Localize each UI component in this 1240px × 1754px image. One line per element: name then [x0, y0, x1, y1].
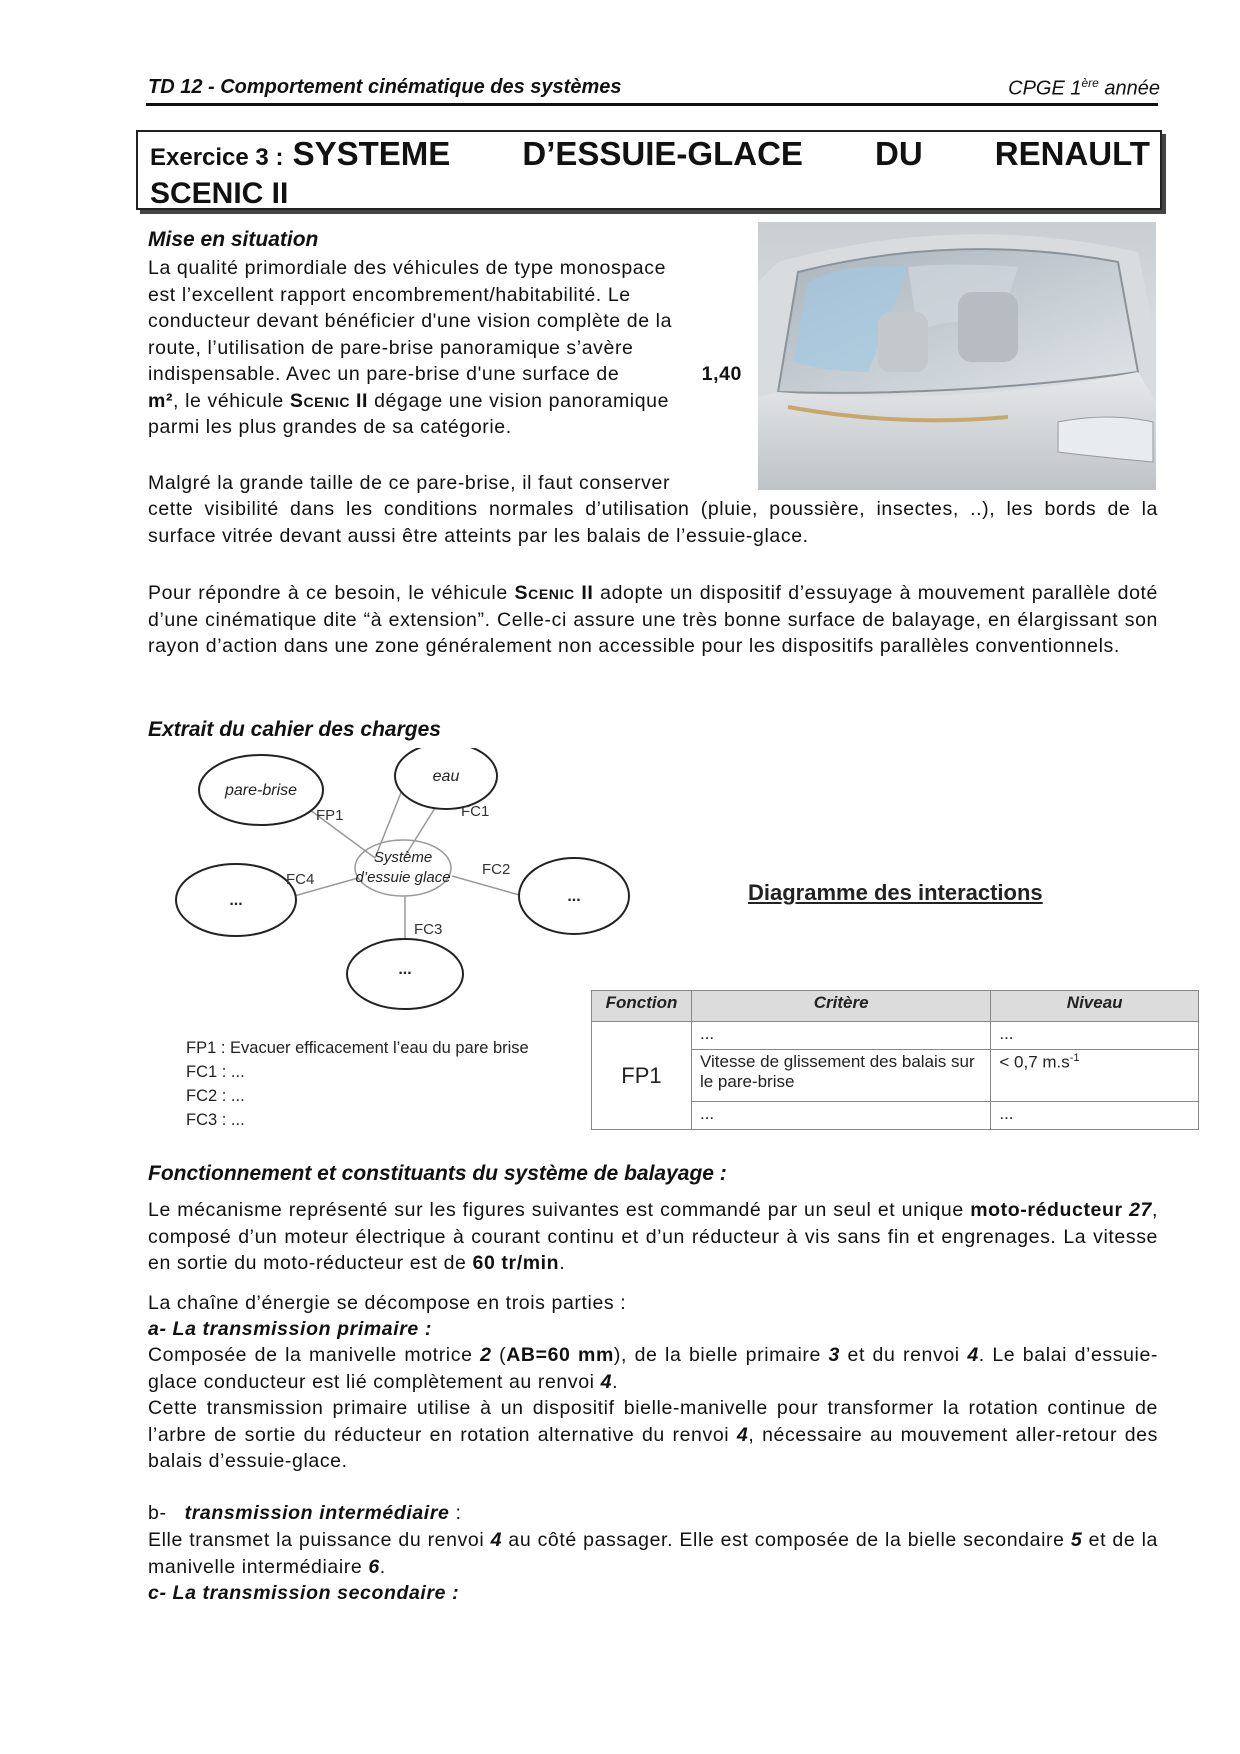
- link-fc3-label: FC3: [414, 921, 443, 938]
- mise-paragraph-2-rest: cette visibilité dans les conditions normales d’utilisation (pluie, poussière, insectes, ..), les bords de la surface vitrée devant aussi être atteints par les balais de l’essuie-glace.: [148, 498, 1158, 547]
- subsection-a-heading: a- La transmission primaire :: [148, 1318, 432, 1340]
- link-fc4-label: FC4: [286, 871, 315, 888]
- subsection-b-heading: b- transmission intermédiaire :: [148, 1502, 462, 1524]
- interaction-diagram: [170, 748, 630, 1018]
- mise-paragraph-2-first-line: Malgré la grande taille de ce pare-brise, il faut conserver: [148, 472, 671, 494]
- fonct-paragraph-1: Le mécanisme représenté sur les figures suivantes est commandé par un seul et unique moto-réducteur 27, composé d’un moteur électrique à courant continu et d’un réducteur à vis sans fin et engrenages. La vitesse en sortie du moto-réducteur est de 60 tr/min.: [148, 1199, 1158, 1274]
- table-cell-critere: Vitesse de glissement des balais sur le pare-brise: [691, 1050, 990, 1102]
- diagram-title: Diagramme des interactions: [748, 880, 1043, 905]
- section-heading-mise: Mise en situation: [148, 228, 319, 251]
- title-word-3: DU: [875, 135, 923, 172]
- subsection-a-paragraph-2: Cette transmission primaire utilise à un dispositif bielle-manivelle pour transformer la rotation continue de l’arbre de sortie du réducteur en rotation alternative du renvoi 4, nécessaire au mouvement aller-retour des balais d’essuie-glace.: [148, 1397, 1158, 1472]
- col-header-fonction: Fonction: [592, 991, 692, 1022]
- function-legend: [186, 1036, 529, 1132]
- link-fp1-label: FP1: [316, 807, 344, 824]
- col-header-critere: Critère: [691, 991, 990, 1022]
- title-word-2: D’ESSUIE-GLACE: [522, 135, 803, 172]
- section-heading-fonctionnement: Fonctionnement et constituants du système de balayage :: [148, 1162, 727, 1185]
- criteria-table-wrapper: [591, 990, 1199, 1130]
- mise-paragraph-3: Pour répondre à ce besoin, le véhicule Scenic II adopte un dispositif d’essuyage à mouvement parallèle doté d’une cinématique dite “à extension”. Celle-ci assure une très bonne surface de balayage, en élargissant son rayon d’action dans une zone généralement non accessible pour les dispositifs parallèles conventionnels.: [148, 582, 1158, 657]
- node-eau-label: eau: [432, 768, 460, 785]
- table-cell-niveau: < 0,7 $m.s^{-1}$: [991, 1050, 1199, 1102]
- node-left-label: ...: [229, 892, 243, 909]
- header-title: TD 12 - Comportement cinématique des systèmes: [148, 76, 622, 98]
- link-fc2-label: FC2: [482, 861, 511, 878]
- exercise-title-box: [136, 130, 1162, 210]
- section-heading-cahier: Extrait du cahier des charges: [148, 718, 441, 741]
- subsection-a-paragraph-1: Composée de la manivelle motrice 2 (AB=60 mm), de la bielle primaire 3 et du renvoi 4. Le balai d’essuie-glace conducteur est lié complètement au renvoi 4.: [148, 1344, 1159, 1393]
- fonct-chain-intro: La chaîne d’énergie se décompose en trois parties :: [148, 1292, 627, 1314]
- legend-fc3: FC3 : ...: [186, 1111, 245, 1129]
- legend-fp1: FP1 : Evacuer efficacement l’eau du pare brise: [186, 1039, 529, 1057]
- legend-fc2: FC2 : ...: [186, 1087, 245, 1105]
- node-pare-brise-label: pare-brise: [224, 782, 298, 799]
- mise-paragraph-1: La qualité primordiale des véhicules de type monospace est l’excellent rapport encombrement/habitabilité. Le conducteur devant bénéficier d'une vision complète de la route, l’utilisation de pare-brise panoramique s’avère indispensable. Avec un pare-brise d'une surface de 1,40 m², le véhicule Scenic II dégage une vision panoramique parmi les plus grandes de sa catégorie.: [148, 257, 742, 438]
- node-right-label: ...: [567, 888, 581, 905]
- windshield-car-image: [758, 222, 1156, 490]
- node-bottom-label: ...: [398, 961, 412, 978]
- node-systeme-label-1: Système: [373, 849, 433, 866]
- node-systeme-label-2: d’essuie glace: [355, 869, 451, 886]
- subsection-c-heading: c- La transmission secondaire :: [148, 1582, 460, 1604]
- table-cell-fonction: FP1: [592, 1022, 692, 1130]
- table-cell: ...: [691, 1102, 990, 1130]
- title-word-prefix: Exercice 3 : SYSTEME: [150, 135, 451, 172]
- header-class: CPGE 1ère année: [1008, 76, 1160, 100]
- table-cell: ...: [991, 1022, 1199, 1050]
- title-word-4: RENAULT: [994, 135, 1150, 172]
- subsection-b-paragraph: Elle transmet la puissance du renvoi 4 au côté passager. Elle est composée de la bielle secondaire 5 et de la manivelle intermédiaire 6.: [148, 1529, 1158, 1578]
- criteria-table: [591, 990, 1199, 1130]
- header-rule: [146, 103, 1158, 106]
- table-cell: ...: [691, 1022, 990, 1050]
- legend-fc1: FC1 : ...: [186, 1063, 245, 1081]
- col-header-niveau: Niveau: [991, 991, 1199, 1022]
- link-fc1-label: FC1: [461, 803, 490, 820]
- table-cell: ...: [991, 1102, 1199, 1130]
- title-line-2: SCENIC II: [150, 177, 289, 210]
